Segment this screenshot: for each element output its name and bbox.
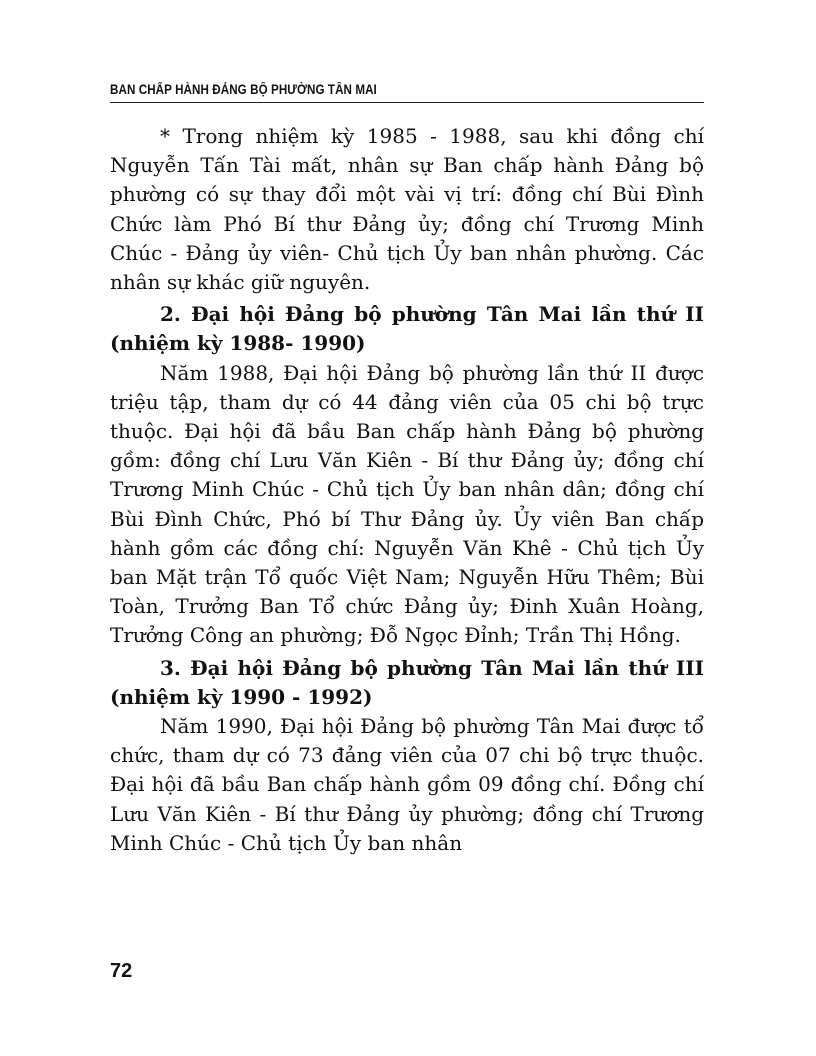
- paragraph-note: * Trong nhiệm kỳ 1985 - 1988, sau khi đồng chí Nguyễn Tấn Tài mất, nhân sự Ban chấp hành Đảng bộ phường có sự thay đổi một vài vị trí: đồng chí Bùi Đình Chức làm Phó Bí thư Đảng ủy; đồng chí Trương Minh Chúc - Đảng ủy viên- Chủ tịch Ủy ban nhân phường. Các nhân sự khác giữ nguyên.: [110, 124, 704, 295]
- running-header: BAN CHẤP HÀNH ĐẢNG BỘ PHƯỜNG TÂN MAI: [110, 82, 377, 97]
- header-rule: [110, 102, 704, 103]
- paragraph-section-3: Năm 1990, Đại hội Đảng bộ phường Tân Mai được tổ chức, tham dự có 73 đảng viên của 07 chi bộ trực thuộc. Đại hội đã bầu Ban chấp hành gồm 09 đồng chí. Đồng chí Lưu Văn Kiên - Bí thư Đảng ủy phường; đồng chí Trương Minh Chúc - Chủ tịch Ủy ban nhân: [110, 714, 704, 855]
- page-body: [110, 122, 704, 858]
- page-number: 72: [110, 960, 133, 982]
- section-heading-2: 2. Đại hội Đảng bộ phường Tân Mai lần thứ II (nhiệm kỳ 1988- 1990): [110, 302, 704, 356]
- paragraph-section-2: Năm 1988, Đại hội Đảng bộ phường lần thứ II được triệu tập, tham dự có 44 đảng viên của 05 chi bộ trực thuộc. Đại hội đã bầu Ban chấp hành Đảng bộ phường gồm: đồng chí Lưu Văn Kiên - Bí thư Đảng ủy; đồng chí Trương Minh Chúc - Chủ tịch Ủy ban nhân dân; đồng chí Bùi Đình Chức, Phó bí Thư Đảng ủy. Ủy viên Ban chấp hành gồm các đồng chí: Nguyễn Văn Khê - Chủ tịch Ủy ban Mặt trận Tổ quốc Việt Nam; Nguyễn Hữu Thêm; Bùi Toàn, Trưởng Ban Tổ chức Đảng ủy; Đinh Xuân Hoàng, Trưởng Công an phường; Đỗ Ngọc Đỉnh; Trần Thị Hồng.: [110, 360, 704, 648]
- section-heading-3: 3. Đại hội Đảng bộ phường Tân Mai lần thứ III (nhiệm kỳ 1990 - 1992): [110, 655, 704, 709]
